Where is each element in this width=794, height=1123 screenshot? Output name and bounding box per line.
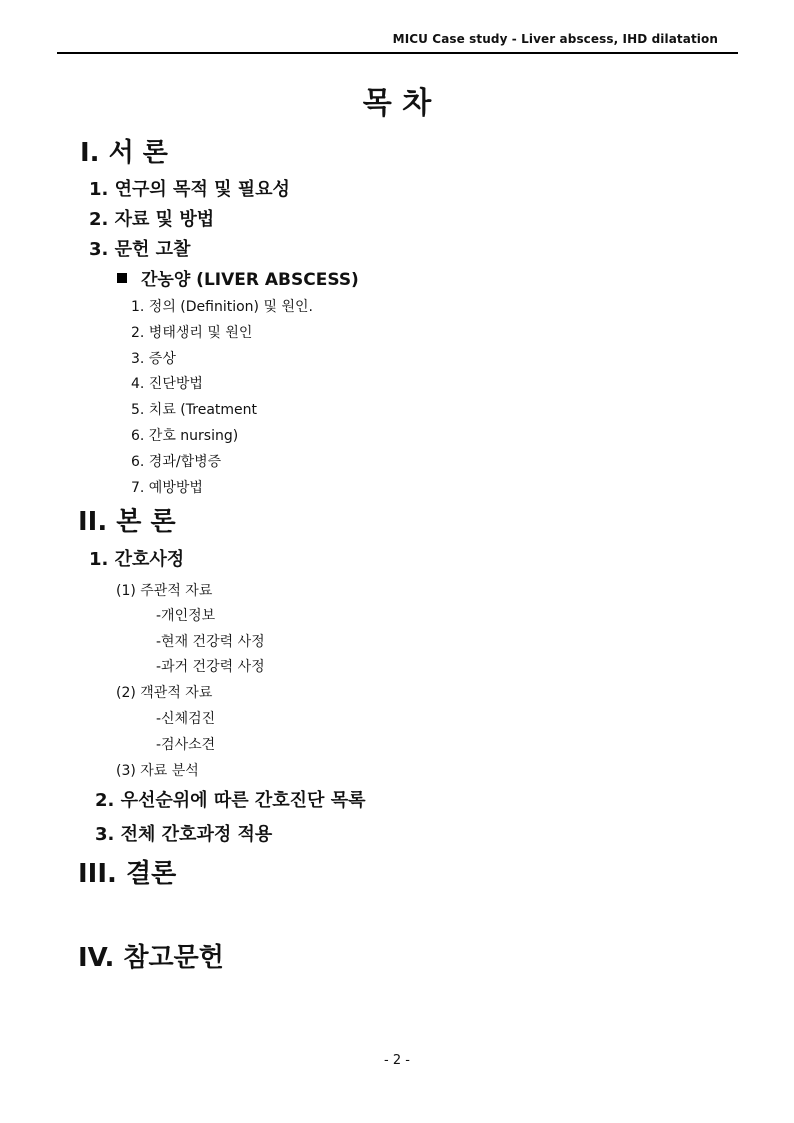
intro-item: 1. 연구의 목적 및 필요성 [89, 179, 290, 200]
liver-abscess-item: 7. 예방방법 [131, 480, 203, 496]
square-bullet-icon [117, 273, 127, 283]
subjective-data-item: -과거 건강력 사정 [156, 659, 265, 675]
header-text: MICU Case study - Liver abscess, IHD dilatation [392, 32, 718, 46]
body-item-care-process: 3. 전체 간호과정 적용 [95, 824, 273, 845]
liver-abscess-item: 4. 진단방법 [131, 376, 203, 392]
data-analysis-label: (3) 자료 분석 [116, 763, 199, 779]
page-title: 목 차 [362, 86, 432, 121]
liver-abscess-item: 6. 경과/합병증 [131, 454, 222, 470]
page-number: - 2 - [384, 1053, 410, 1068]
liver-abscess-item: 3. 증상 [131, 351, 176, 367]
subjective-data-item: -현재 건강력 사정 [156, 634, 265, 650]
objective-data-label: (2) 객관적 자료 [116, 685, 213, 701]
header-rule [57, 52, 738, 54]
liver-abscess-item: 1. 정의 (Definition) 및 원인. [131, 299, 313, 315]
liver-abscess-item: 5. 치료 (Treatment [131, 402, 258, 418]
subjective-data-label: (1) 주관적 자료 [116, 583, 213, 599]
body-item-assessment: 1. 간호사정 [89, 549, 185, 570]
liver-abscess-item: 6. 간호 nursing) [131, 428, 239, 444]
section-references-heading: IV. 참고문헌 [78, 943, 224, 973]
body-item-diagnosis-list: 2. 우선순위에 따른 간호진단 목록 [95, 790, 366, 811]
intro-item: 2. 자료 및 방법 [89, 209, 215, 230]
intro-item: 3. 문헌 고찰 [89, 239, 191, 260]
subheading-liver-abscess [117, 265, 359, 290]
objective-data-item: -신체검진 [156, 711, 216, 727]
section-conclusion-heading: III. 결론 [78, 859, 177, 889]
section-body-heading: II. 본 론 [78, 507, 176, 537]
subheading-text: 간농양 (LIVER ABSCESS) [141, 270, 359, 290]
section-intro-heading: I. 서 론 [80, 138, 168, 168]
liver-abscess-item: 2. 병태생리 및 원인 [131, 325, 253, 341]
subjective-data-item: -개인정보 [156, 608, 216, 624]
objective-data-item: -검사소견 [156, 737, 216, 753]
